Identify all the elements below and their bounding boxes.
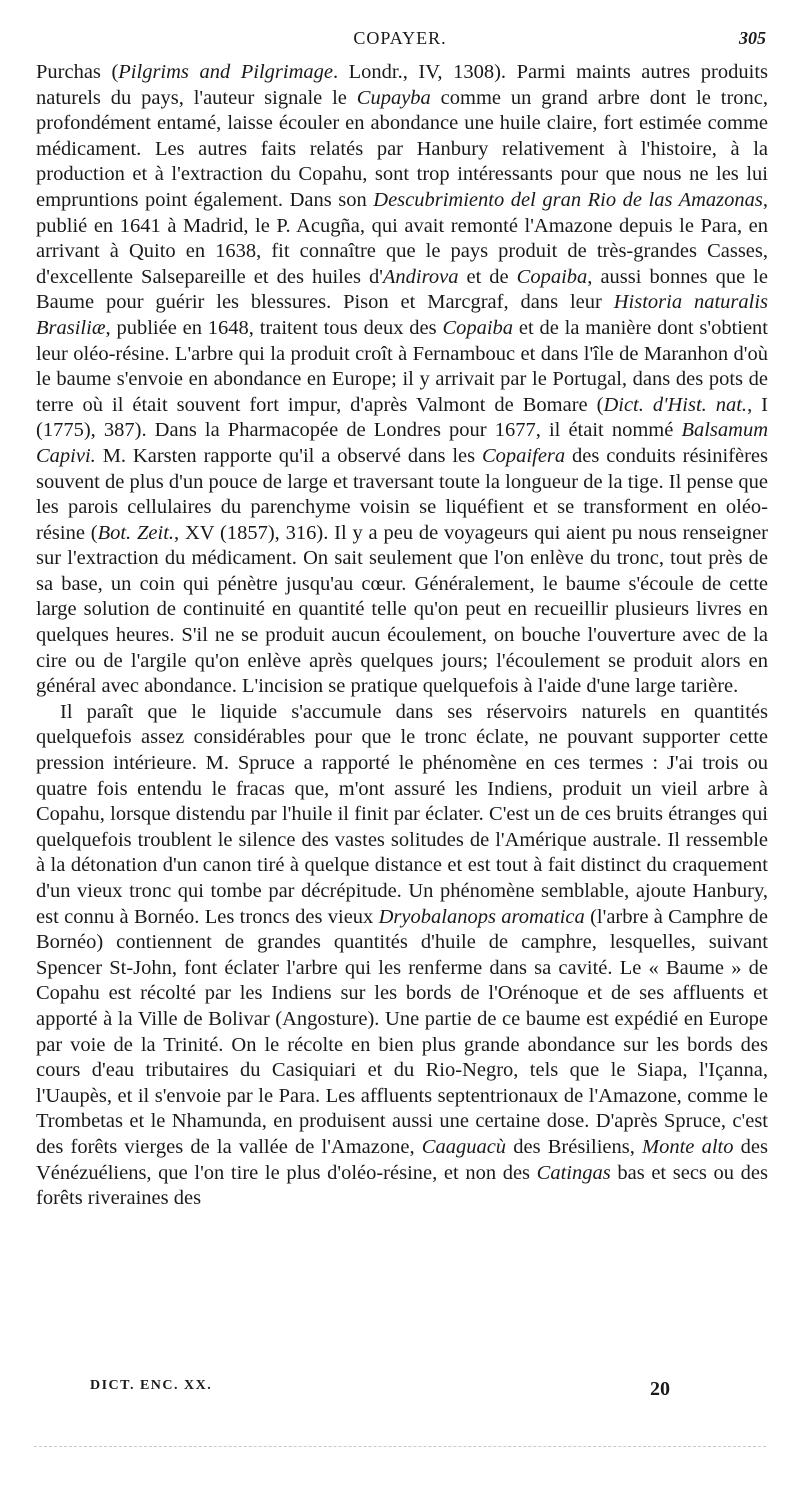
text-run: M. Karsten rapporte qu'il a observé dans les bbox=[95, 444, 482, 467]
italic-run: Dryobalanops aromatica bbox=[378, 905, 585, 928]
italic-run: Monte alto bbox=[642, 1135, 734, 1158]
italic-run: Pilgrims and Pilgrimage bbox=[118, 61, 333, 83]
page-number: 305 bbox=[739, 28, 766, 48]
italic-run: Bot. Zeit. bbox=[97, 521, 175, 544]
text-run: , aussi bonnes que le Baume pour guérir les blessures. Pison et Marcgraf, dans leur bbox=[36, 265, 768, 314]
italic-run: Copaifera bbox=[482, 444, 566, 467]
text-run: , I (1775), 387). Dans la Pharmacopée de Londres pour 1677, il était nommé bbox=[36, 393, 768, 442]
body-text bbox=[36, 60, 768, 1212]
text-run: et de la manière dont s'obtient leur oléo-résine. L'arbre qui la produit croît à Fernambouc et dans l'île de Maranhon d'où le baume s'envoie en abondance en Europe; il y arrivait par le Portugal, dans des pots de terre où il était souvent fort impur, d'après Valmont de Bomare ( bbox=[36, 316, 769, 416]
italic-run: Descubrimiento del gran Rio de las Amazonas bbox=[373, 188, 763, 211]
text-run: . Londr., IV, 1308). Parmi maints autres produits naturels du pays, l'auteur signale le bbox=[36, 61, 768, 109]
text-run: Il paraît que le liquide s'accumule dans ses réservoirs naturels en quantités quelquefois assez considérables pour que le tronc éclate, ne pouvant supporter cette pression intérieure. M. Spruce a rapporté le phénomène en ces termes : J'ai trois ou quatre fois entendu le fracas que, m'ont assuré les Indiens, produit un vieil arbre à Copahu, lorsque distendu par l'huile il finit par éclater. C'est un de ces bruits étranges qui quelquefois troublent le silence des vastes solitudes de l'Amérique australe. Il ressemble à la détonation d'un canon tiré à quelque distance et est tout à fait distinct du craquement d'un vieux tronc qui tombe par décrépitude. Un phénomène semblable, ajoute Hanbury, est connu à Bornéo. Les troncs des vieux bbox=[36, 700, 768, 928]
text-run: des Vénézuéliens, que l'on tire le plus d'oléo-résine, et non des bbox=[36, 1135, 768, 1184]
text-run: , XV (1857), 316). Il y a peu de voyageurs qui aient pu nous renseigner sur l'extraction du médicament. On sait seulement que l'on enlève du tronc, tout près de sa base, un coin qui pénètre jusqu'au cœur. Généralement, le baume s'écoule de cette large solution de continuité en quantité telle qu'on peut en recueillir plusieurs livres en quelques heures. S'il ne se produit aucun écoulement, on bouche l'ouverture avec de la cire ou de l'argile qu'on enlève après quelques jours; l'écoulement se produit alors en général avec abondance. L'incision se pratique quelquefois à l'aide d'une large tarière. bbox=[36, 521, 768, 698]
italic-run: Catingas bbox=[536, 1161, 611, 1184]
italic-run: Historia naturalis Brasiliæ bbox=[36, 291, 768, 339]
italic-run: Caaguacù bbox=[421, 1135, 507, 1158]
text-run: (l'arbre à Camphre de Bornéo) contiennent de grandes quantités d'huile de camphre, lesquelles, suivant Spencer St-John, font éclater l'arbre qui les renferme dans sa cavité. Le « Baume » de Copahu est récolté par les Indiens sur les bords de l'Orénoque et de ses affluents et apporté à la Ville de Bolivar (Angosture). Une partie de ce baume est expédié en Europe par voie de la Trinité. On le récolte en bien plus grande abondance sur les bords des cours d'eau tributaires du Casiquiari et du Rio-Negro, tels que le Siapa, l'Içanna, l'Uaupès, et il s'envoie par le Para. Les affluents septentrionaux de l'Amazone, comme le Trombetas et le Nhamunda, en produisent aussi une certaine dose. D'après Spruce, c'est des forêts vierges de la vallée de l'Amazone, bbox=[36, 905, 768, 1158]
italic-run: Copaiba bbox=[516, 265, 588, 288]
paragraph-1 bbox=[36, 60, 768, 700]
page-footer bbox=[90, 1378, 730, 1408]
italic-run: Cupayba bbox=[356, 86, 431, 109]
text-run: Purchas ( bbox=[36, 61, 119, 83]
text-run: et de bbox=[458, 265, 517, 288]
italic-run: Andirova bbox=[382, 265, 459, 288]
signature-number: 20 bbox=[650, 1378, 670, 1400]
text-run: des conduits résinifères souvent de plus d'un pouce de large et traversant toute la longueur de la tige. Il pense que les parois cellulaires du parenchyme voisin se liquéfient et se transforment en oléo-résine ( bbox=[36, 444, 768, 544]
paragraph-2 bbox=[36, 700, 768, 1212]
signature-mark: DICT. ENC. XX. bbox=[90, 1378, 213, 1393]
text-run: des Brésiliens, bbox=[506, 1135, 643, 1158]
text-run: , publié en 1641 à Madrid, le P. Acugña, qui avait remonté l'Amazone depuis le Para, en arrivant à Quito en 1638, fit connaître que le pays produit de très-grandes Casses, d'excellente Salsepareille et des huiles d' bbox=[36, 188, 768, 288]
running-head bbox=[34, 28, 766, 58]
italic-run: Dict. d'Hist. nat. bbox=[603, 393, 748, 416]
italic-run: Copaiba bbox=[442, 316, 514, 339]
text-run: , publiée en 1648, traitent tous deux des bbox=[105, 316, 443, 339]
bottom-rule bbox=[34, 1446, 766, 1448]
italic-run: Balsamum Capivi. bbox=[36, 419, 768, 467]
running-title: COPAYER. bbox=[353, 28, 447, 48]
text-run: bas et secs ou des forêts riveraines des bbox=[36, 1161, 768, 1210]
text-run: comme un grand arbre dont le tronc, profondément entamé, laisse écouler en abondance une huile claire, fort estimée comme médicament. Les autres faits relatés par Hanbury relativement à l'histoire, à la production et à l'extraction du Copahu, sont trop intéressants pour que nous ne les lui empruntions point également. Dans son bbox=[36, 86, 768, 211]
